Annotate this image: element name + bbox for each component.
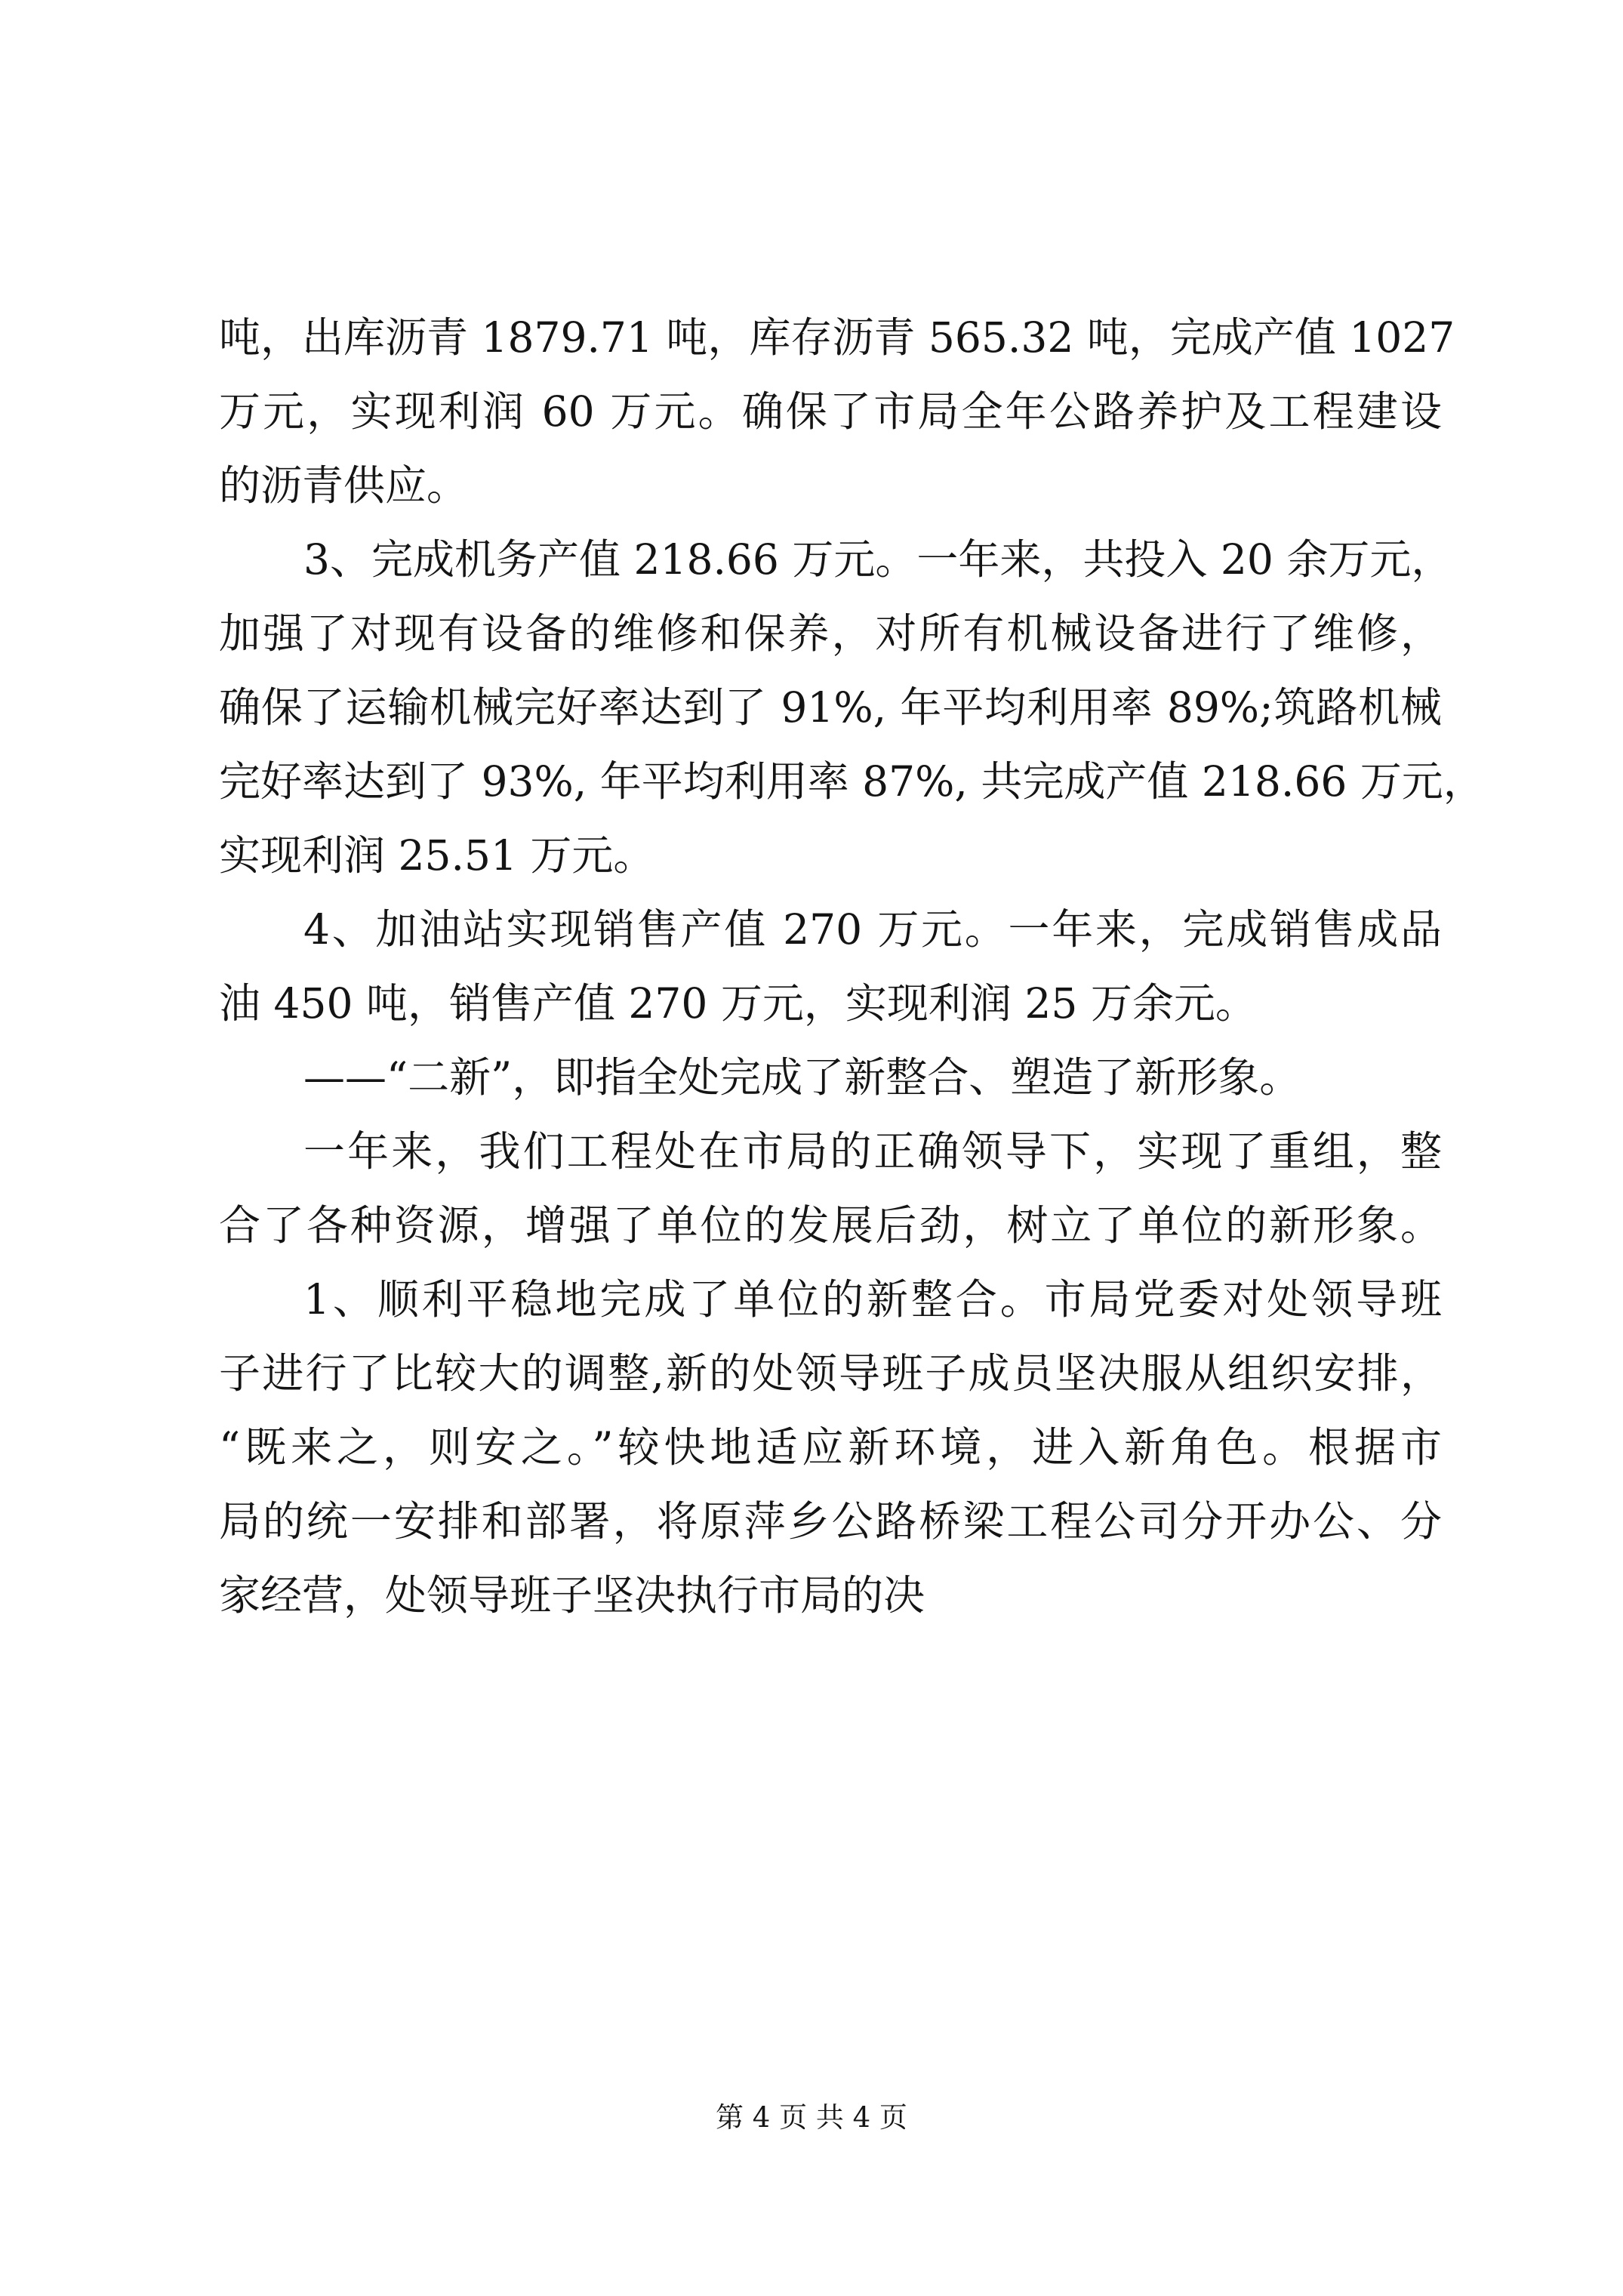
text-line: 加强了对现有设备的维修和保养，对所有机械设备进行了维修， bbox=[219, 609, 1442, 658]
text-line: 1、顺利平稳地完成了单位的新整合。市局党委对处领导班 bbox=[303, 1275, 1442, 1324]
text-line: “既来之，则安之。”较快地适应新环境，进入新角色。根据市 bbox=[219, 1423, 1442, 1472]
page-footer bbox=[0, 2099, 1623, 2137]
text-line: 合了各种资源，增强了单位的发展后劲，树立了单位的新形象。 bbox=[219, 1201, 1442, 1250]
text-line: 吨，出库沥青 1879.71 吨，库存沥青 565.32 吨，完成产值 1027 bbox=[219, 313, 1455, 362]
text-line: 4、加油站实现销售产值 270 万元。一年来，完成销售成品 bbox=[303, 905, 1442, 954]
text-line: 家经营，处领导班子坚决执行市局的决 bbox=[219, 1571, 925, 1620]
text-line: 实现利润 25.51 万元。 bbox=[219, 831, 655, 880]
text-line: 万元，实现利润 60 万元。确保了市局全年公路养护及工程建设 bbox=[219, 387, 1442, 436]
document-body bbox=[219, 300, 1485, 1632]
text-line: 确保了运输机械完好率达到了 91%, 年平均利用率 89%;筑路机械 bbox=[219, 683, 1442, 732]
text-line: ——“二新”，即指全处完成了新整合、塑造了新形象。 bbox=[303, 1053, 1301, 1102]
text-line: 局的统一安排和部署，将原萍乡公路桥梁工程公司分开办公、分 bbox=[219, 1497, 1442, 1546]
text-line: 完好率达到了 93%, 年平均利用率 87%, 共完成产值 218.66 万元， bbox=[219, 757, 1485, 806]
text-line: 一年来，我们工程处在市局的正确领导下，实现了重组，整 bbox=[303, 1127, 1442, 1176]
page-number-label: 第 4 页 共 4 页 bbox=[716, 2101, 907, 2134]
text-line: 的沥青供应。 bbox=[219, 461, 469, 510]
text-line: 3、完成机务产值 218.66 万元。一年来，共投入 20 余万元， bbox=[303, 535, 1453, 584]
text-line: 子进行了比较大的调整,新的处领导班子成员坚决服从组织安排， bbox=[219, 1349, 1442, 1398]
text-line: 油 450 吨，销售产值 270 万元，实现利润 25 万余元。 bbox=[219, 979, 1257, 1028]
